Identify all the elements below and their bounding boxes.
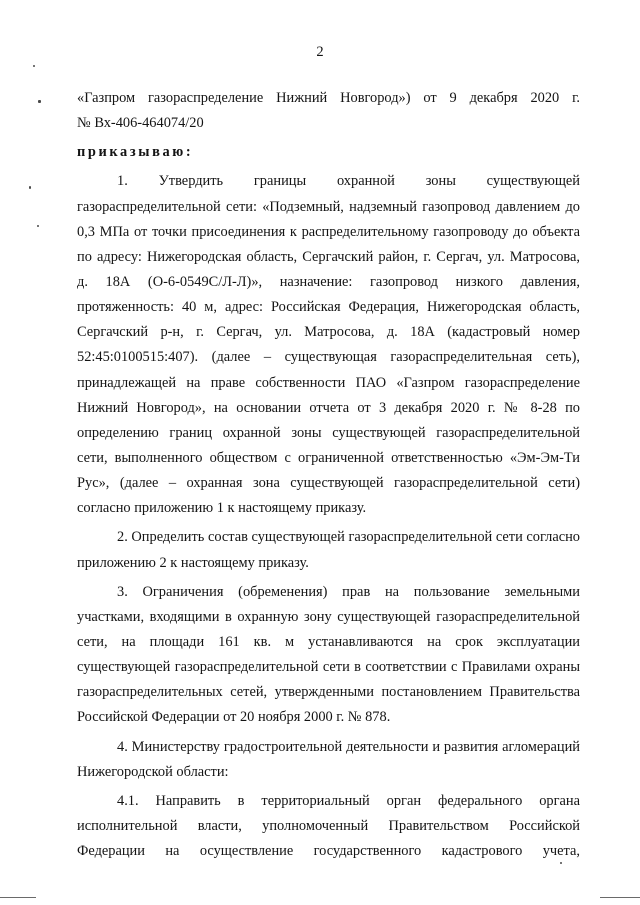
scan-mark [33, 65, 35, 67]
paragraph-3-start: 3. Ограничения (обременения) прав на пользование земельными [117, 583, 580, 600]
body-line: газораспределительной сети: «Подземный, надземный газопровод давлением до [77, 198, 580, 215]
body-line: Рус», (далее – охранная зона существующей газораспределительной сети) [77, 475, 580, 492]
body-line: существующей газораспределительной сети в соответствии с Правилами охраны [77, 659, 580, 676]
bottom-rule-left [0, 897, 36, 898]
paragraph-2-start: 2. Определить состав существующей газораспределительной сети согласно [117, 529, 580, 546]
body-line: участками, входящими в охранную зону существующей газораспределительной [77, 608, 580, 625]
body-line: д. 18А (О-6-0549С/Л-Л)», назначение: газопровод низкого давления, [77, 273, 580, 290]
document-body [77, 86, 580, 864]
body-line: исполнительной власти, уполномоченный Правительством Российской [77, 817, 580, 834]
body-line: Сергачский р-н, г. Сергач, ул. Матросова, д. 18А (кадастровый номер [77, 324, 580, 341]
body-line: согласно приложению 1 к настоящему приказу. [77, 500, 367, 517]
body-line: «Газпром газораспределение Нижний Новгород») от 9 декабря 2020 г. [77, 90, 580, 106]
scan-mark [37, 225, 39, 227]
body-line: определению границ охранной зоны существующей газораспределительной [77, 424, 580, 441]
body-line: 52:45:0100515:407). (далее – существующая газораспределительная сеть), [77, 349, 580, 366]
body-line: сети, на площади 161 кв. м устанавливаются на срок эксплуатации [77, 633, 580, 650]
body-line: по адресу: Нижегородская область, Сергачский район, г. Сергач, ул. Матросова, [77, 248, 580, 265]
body-line: 0,3 МПа от точки присоединения к распределительному газопроводу до объекта [77, 223, 580, 240]
paragraph-1-start: 1. Утвердить границы охранной зоны существующей [117, 173, 580, 190]
paragraph-4-1-start: 4.1. Направить в территориальный орган федерального органа [117, 792, 580, 809]
body-line: Нижегородской области: [77, 763, 229, 780]
body-line: сети, выполненного обществом с ограниченной ответственностью «Эм-Эм-Ти [77, 449, 580, 466]
body-line: № Вх-406-464074/20 [77, 115, 204, 132]
bottom-rule-right [600, 897, 640, 898]
paragraph-4-start: 4. Министерству градостроительной деятельности и развития агломераций [117, 738, 580, 755]
scan-mark [38, 100, 41, 103]
body-line: принадлежащей на праве собственности ПАО «Газпром газораспределение [77, 374, 580, 391]
page-number: 2 [316, 44, 324, 60]
body-line: приложению 2 к настоящему приказу. [77, 554, 309, 571]
body-line: протяженность: 40 м, адрес: Российская Федерация, Нижегородская область, [77, 299, 580, 316]
body-line: Федерации на осуществление государственного кадастрового учета, [77, 843, 580, 860]
body-line: Нижний Новгород», на основании отчета от 3 декабря 2020 г. № 8-28 по [77, 399, 580, 416]
scan-mark [29, 186, 31, 189]
body-line: газораспределительных сетей, утвержденными постановлением Правительства [77, 684, 580, 701]
order-heading: приказываю: [77, 144, 194, 161]
body-line: Российской Федерации от 20 ноября 2000 г. № 878. [77, 709, 391, 726]
